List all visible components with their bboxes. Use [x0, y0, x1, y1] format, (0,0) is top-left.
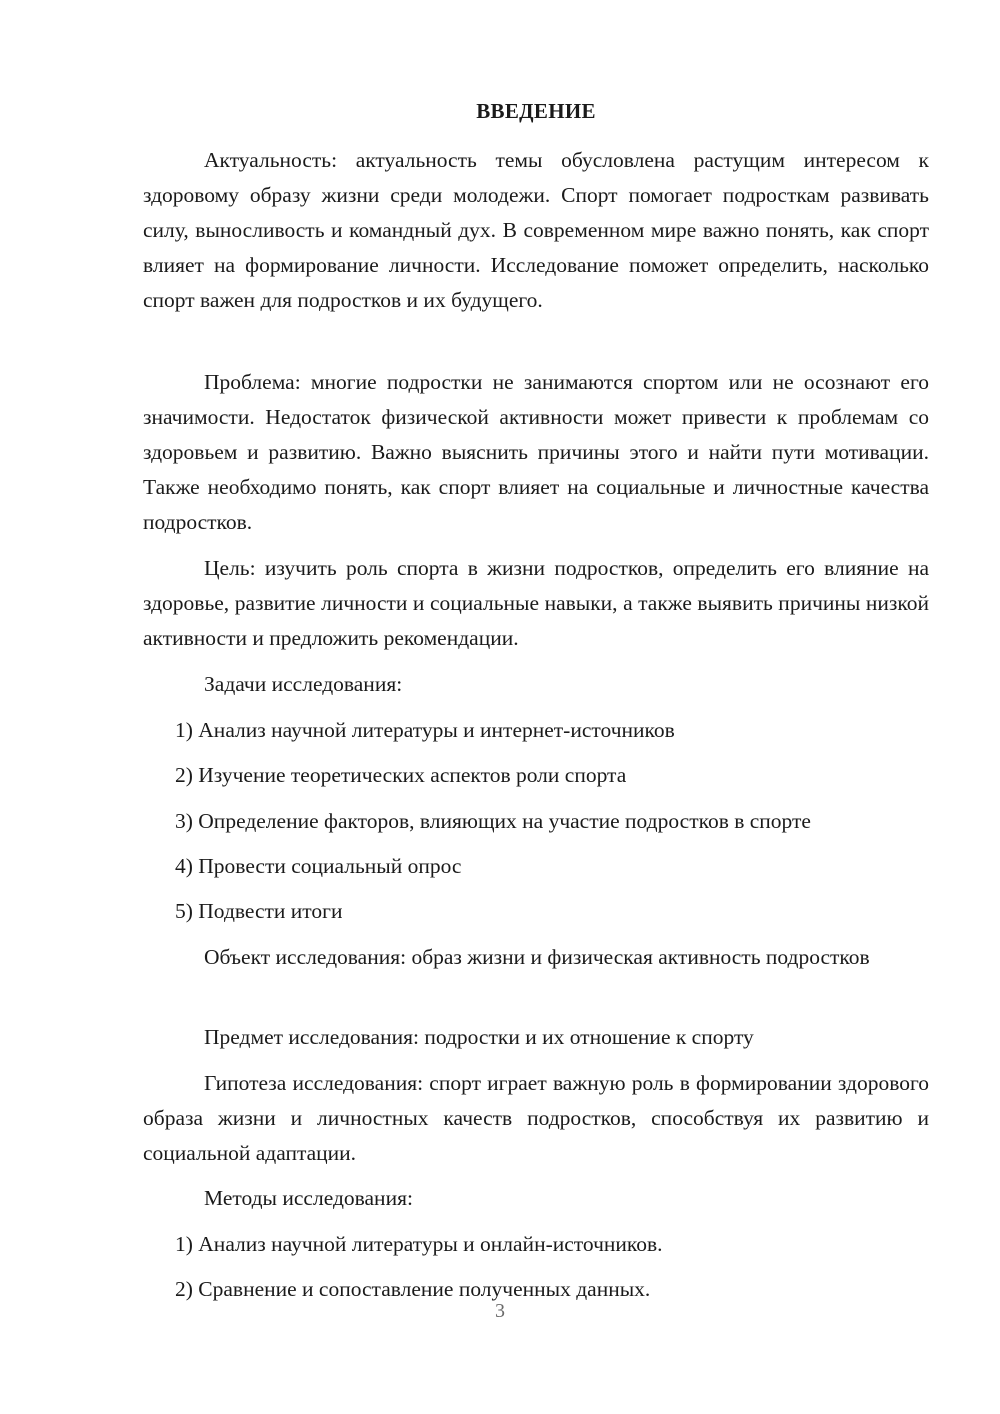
method-item: 1) Анализ научной литературы и онлайн-источников.	[175, 1232, 663, 1256]
subject-paragraph: Предмет исследования: подростки и их отношение к спорту	[204, 1025, 754, 1049]
task-item: 2) Изучение теоретических аспектов роли спорта	[175, 763, 627, 787]
method-item: 2) Сравнение и сопоставление полученных данных.	[175, 1277, 651, 1301]
task-item: 5) Подвести итоги	[175, 899, 343, 923]
object-paragraph: Объект исследования: образ жизни и физическая активность подростков	[204, 945, 870, 969]
relevance-paragraph: Актуальность: актуальность темы обусловлена растущим интересом к здоровому образу жизни среди молодежи. Спорт помогает подросткам развивать силу, выносливость и командный дух. В современном мире важно понять, как спорт влияет на формирование личности. Исследование поможет определить, насколько спорт важен для подростков и их будущего.	[143, 148, 929, 312]
page-number: 3	[495, 1300, 505, 1322]
methods-heading: Методы исследования:	[204, 1186, 413, 1210]
goal-paragraph: Цель: изучить роль спорта в жизни подростков, определить его влияние на здоровье, развитие личности и социальные навыки, а также выявить причины низкой активности и предложить рекомендации.	[143, 556, 929, 650]
task-item: 1) Анализ научной литературы и интернет-источников	[175, 718, 675, 742]
hypothesis-paragraph: Гипотеза исследования: спорт играет важную роль в формировании здорового образа жизни и личностных качеств подростков, способствуя их развитию и социальной адаптации.	[143, 1071, 929, 1165]
tasks-heading: Задачи исследования:	[204, 672, 403, 696]
task-item: 4) Провести социальный опрос	[175, 854, 462, 878]
page-title: ВВЕДЕНИЕ	[476, 99, 596, 123]
problem-paragraph: Проблема: многие подростки не занимаются спортом или не осознают его значимости. Недостаток физической активности может привести к проблемам со здоровьем и развитию. Важно выяснить причины этого и найти пути мотивации. Также необходимо понять, как спорт влияет на социальные и личностные качества подростков.	[143, 370, 929, 534]
task-item: 3) Определение факторов, влияющих на участие подростков в спорте	[175, 809, 811, 833]
